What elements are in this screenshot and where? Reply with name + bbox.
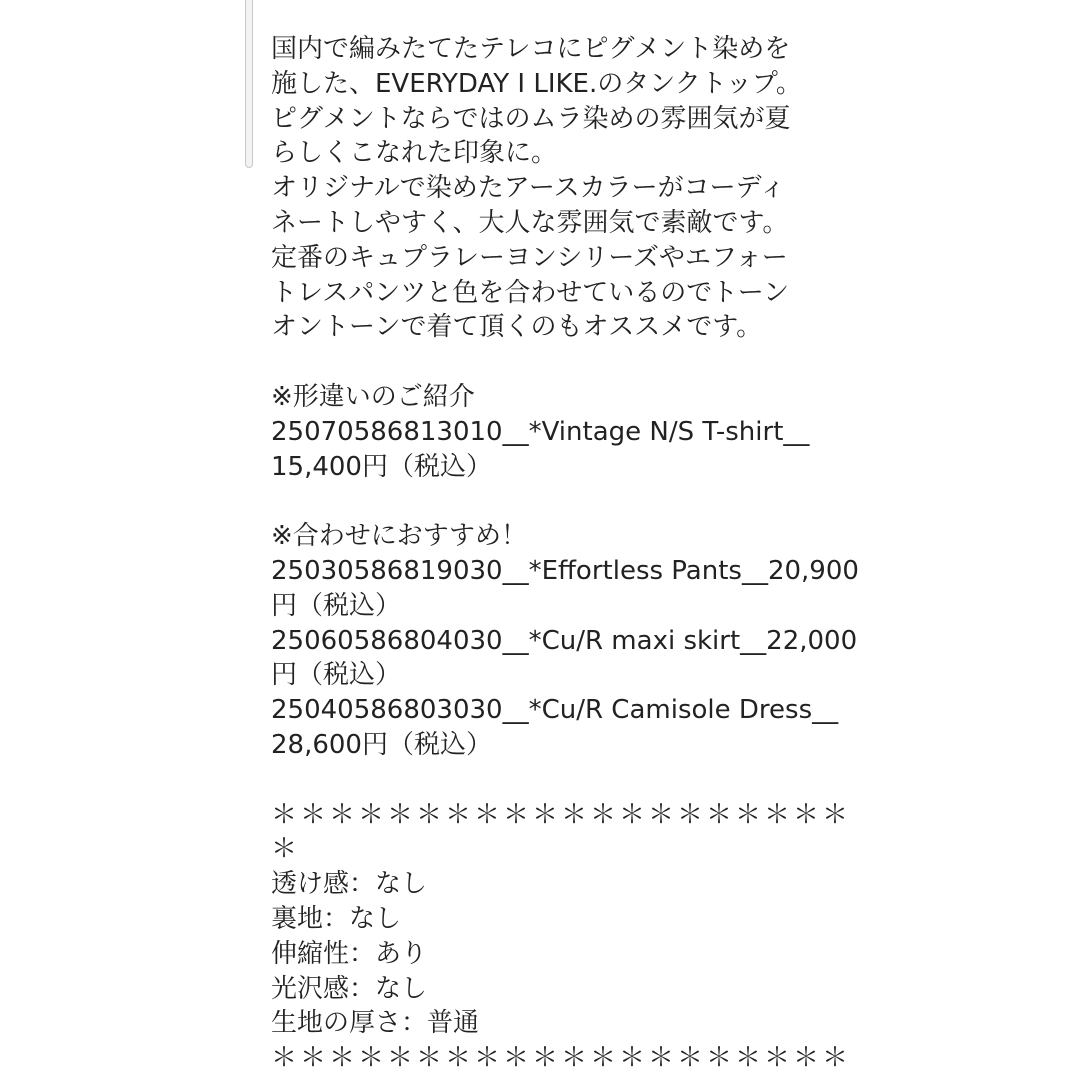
description-line: 定番のキュプラレーヨンシリーズやエフォー	[271, 242, 788, 273]
recommend-heading: ※合わせにおすすめ！	[271, 521, 528, 552]
recommend-price: 円（税込）	[271, 660, 402, 691]
description-line: オントーンで着て頂くのもオススメです。	[271, 312, 763, 343]
description-line: らしくこなれた印象に。	[271, 138, 558, 169]
divider-stars: ＊	[271, 834, 301, 865]
description-line: トレスパンツと色を合わせているのでトーン	[271, 277, 790, 308]
description-line: 施した、EVERYDAY I LIKE.のタンクトップ。	[271, 68, 802, 99]
attribute-gloss: 光沢感：なし	[271, 973, 428, 1004]
scrollbar-thumb[interactable]	[245, 0, 253, 168]
recommend-item: 25030586819030__*Effortless Pants__20,900	[271, 555, 859, 586]
recommend-item: 25040586803030__*Cu/R Camisole Dress__	[271, 695, 839, 726]
description-line: ネートしやすく、大人な雰囲気で素敵です。	[271, 207, 789, 238]
attribute-lining: 裏地：なし	[271, 903, 402, 934]
spacer	[271, 345, 871, 380]
attribute-stretch: 伸縮性：あり	[271, 938, 428, 969]
description-line: 国内で編みたてたテレコにピグメント染めを	[271, 34, 791, 64]
recommend-price: 28,600円（税込）	[271, 729, 492, 760]
description-line: ピグメントならではのムラ染めの雰囲気が夏	[271, 103, 791, 134]
other-style-price: 15,400円（税込）	[271, 451, 492, 482]
other-style-item: 25070586813010__*Vintage N/S T-shirt__	[271, 416, 810, 447]
other-style-heading: ※形違いのご紹介	[271, 381, 475, 412]
divider-stars: ＊＊＊＊＊＊＊＊＊＊＊＊＊＊＊＊＊＊＊＊	[271, 799, 852, 830]
spacer	[271, 484, 871, 519]
attribute-thickness: 生地の厚さ：普通	[271, 1008, 480, 1039]
attribute-sheerness: 透け感：なし	[271, 869, 428, 900]
divider-stars: ＊＊＊＊＊＊＊＊＊＊＊＊＊＊＊＊＊＊＊＊	[271, 1043, 852, 1074]
spacer	[271, 763, 871, 798]
description-text	[271, 32, 871, 1076]
recommend-price: 円（税込）	[271, 590, 402, 621]
description-line: オリジナルで染めたアースカラーがコーディ	[271, 173, 786, 204]
recommend-item: 25060586804030__*Cu/R maxi skirt__22,000	[271, 625, 858, 656]
